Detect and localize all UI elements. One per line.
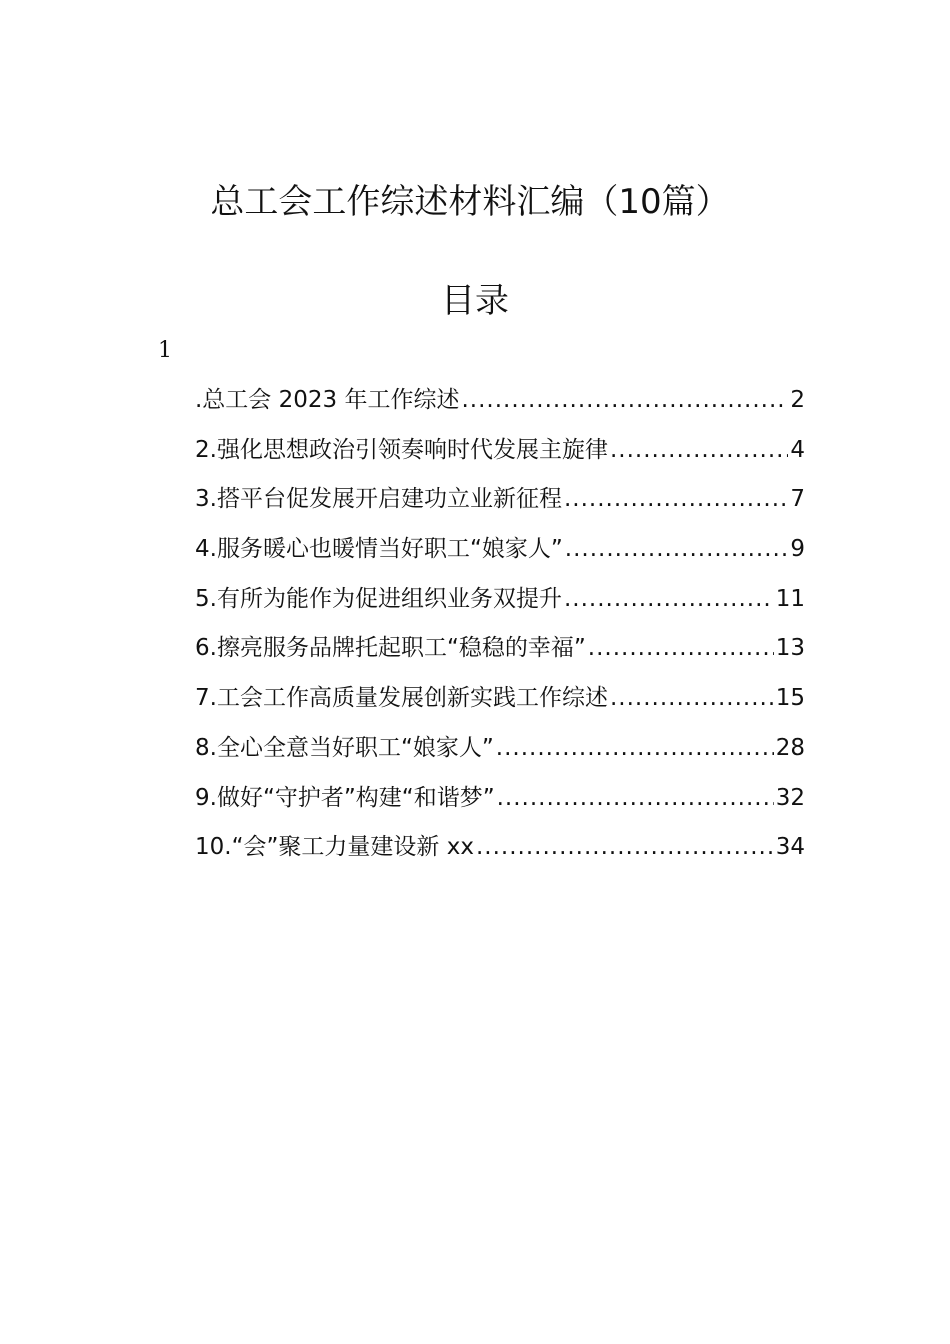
toc-entry-page: 28 [775, 734, 805, 761]
toc-leader-dots [564, 477, 788, 521]
toc-entry-title: 3.搭平台促发展开启建功立业新征程 [195, 486, 562, 513]
toc-entry-title: 2.强化思想政治引领奏响时代发展主旋律 [195, 436, 608, 463]
toc-entry[interactable] [195, 378, 805, 428]
toc-leader-dots [496, 726, 774, 770]
toc-entry-title: 9.做好“守护者”构建“和谐梦” [195, 784, 495, 811]
toc-entry-title: 10.“会”聚工力量建设新 xx [195, 834, 474, 861]
toc-entry-title: 4.服务暖心也暖情当好职工“娘家人” [195, 536, 563, 563]
toc-entry-page: 7 [790, 486, 805, 513]
toc-entry[interactable] [195, 776, 805, 826]
toc-entry-page: 2 [790, 387, 805, 413]
toc-entry[interactable] [195, 676, 805, 726]
toc-entry-page: 13 [775, 635, 805, 662]
toc-entry[interactable] [195, 477, 805, 527]
toc-entry-page: 4 [790, 436, 805, 463]
toc-leader-dots [476, 825, 774, 869]
toc-leader-dots [565, 527, 789, 571]
toc-heading: 目录 [441, 281, 509, 321]
toc-entry-page: 15 [775, 685, 805, 712]
toc-entry-page: 11 [775, 585, 805, 612]
toc-entry[interactable] [195, 726, 805, 776]
stray-page-number: 1 [158, 338, 172, 363]
toc-entry-page: 32 [775, 784, 805, 811]
toc-entry-title: .总工会 2023 年工作综述 [195, 387, 460, 413]
toc-leader-dots [564, 577, 774, 621]
toc-entry-page: 34 [775, 834, 805, 861]
document-title: 总工会工作综述材料汇编（10篇） [210, 182, 730, 222]
toc-list [195, 378, 805, 875]
toc-leader-dots [461, 378, 788, 422]
toc-leader-dots [588, 626, 774, 670]
toc-entry-title: 8.全心全意当好职工“娘家人” [195, 734, 494, 761]
toc-entry[interactable] [195, 428, 805, 478]
toc-entry-page: 9 [790, 536, 805, 563]
toc-entry-title: 7.工会工作高质量发展创新实践工作综述 [195, 685, 608, 712]
toc-entry[interactable] [195, 577, 805, 627]
toc-entry[interactable] [195, 626, 805, 676]
toc-entry-title: 6.擦亮服务品牌托起职工“稳稳的幸福” [195, 635, 586, 662]
toc-leader-dots [497, 776, 774, 820]
toc-leader-dots [610, 428, 788, 472]
toc-entry-title: 5.有所为能作为促进组织业务双提升 [195, 585, 562, 612]
toc-entry[interactable] [195, 527, 805, 577]
toc-entry[interactable] [195, 825, 805, 875]
toc-leader-dots [610, 676, 774, 720]
